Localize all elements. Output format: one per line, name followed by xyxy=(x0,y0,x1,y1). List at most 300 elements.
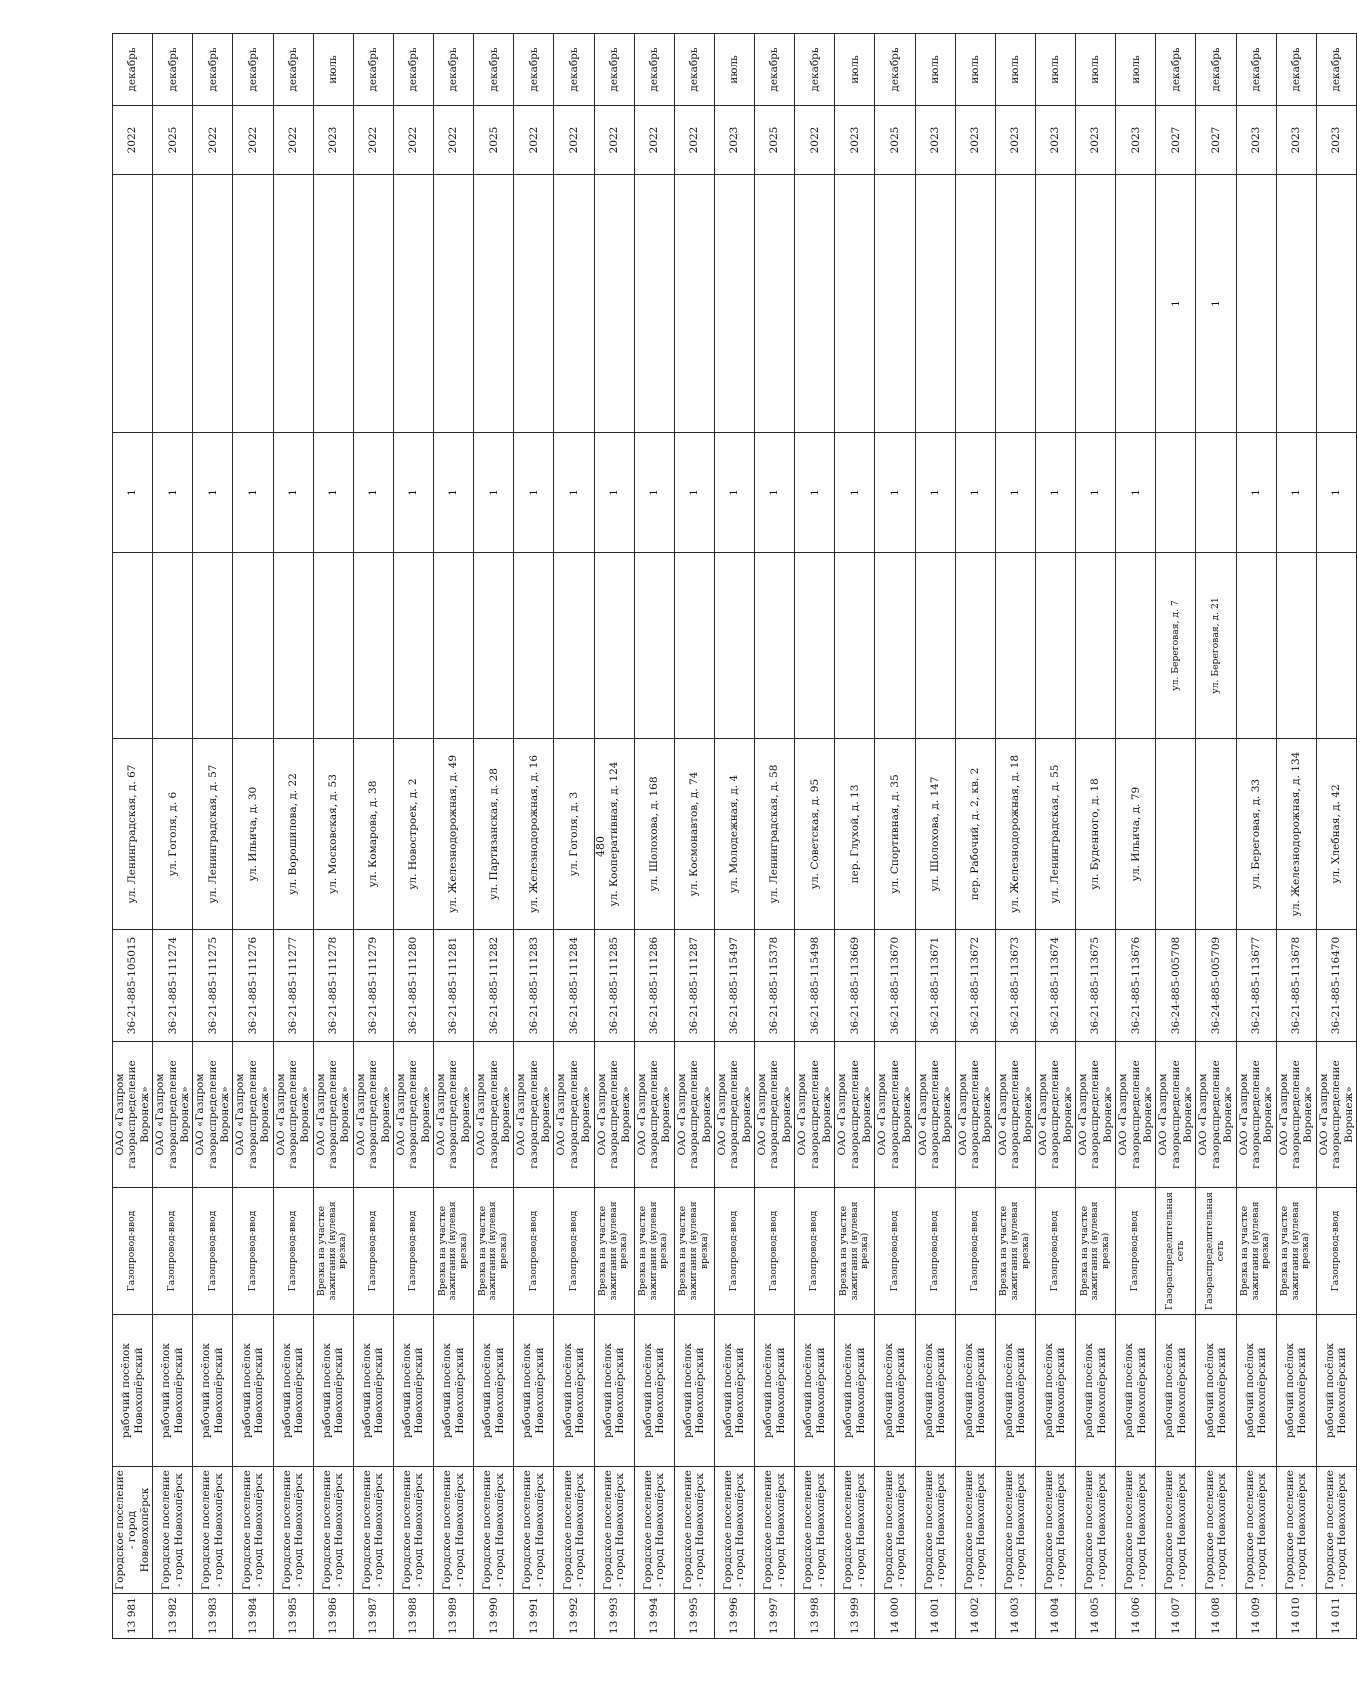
row-number: 13 987 xyxy=(353,1594,393,1639)
year-cell: 2022 xyxy=(554,106,594,175)
settlement-cell: Городское поселение - город Новохопёрск xyxy=(995,1467,1035,1594)
address-extra-cell xyxy=(353,553,393,739)
address-cell: ул. Железнодорожная, д. 16 xyxy=(514,739,554,930)
organization-cell: ОАО «Газпром газораспределение Воронеж» xyxy=(1236,1042,1276,1188)
address-cell: ул. Железнодорожная, д. 49 xyxy=(434,739,474,930)
settlement-cell: Городское поселение - город Новохопёрск xyxy=(193,1467,233,1594)
month-cell: декабрь xyxy=(273,34,313,106)
row-number: 14 010 xyxy=(1276,1594,1316,1639)
row-number: 14 001 xyxy=(915,1594,955,1639)
address-cell: ул. Московская, д. 53 xyxy=(313,739,353,930)
month-cell: июль xyxy=(995,34,1035,106)
object-type-cell: Газопровод-ввод xyxy=(955,1188,995,1315)
object-type-cell: Газопровод-ввод xyxy=(393,1188,433,1315)
quantity-cell: 1 xyxy=(393,433,433,553)
year-cell: 2022 xyxy=(795,106,835,175)
locality-cell: рабочий посёлок Новохопёрский xyxy=(875,1315,915,1467)
address-cell: ул. Гоголя, д. 3 xyxy=(554,739,594,930)
organization-cell: ОАО «Газпром газораспределение Воронеж» xyxy=(1316,1042,1356,1188)
table-row xyxy=(915,34,955,1639)
year-cell: 2027 xyxy=(1156,106,1196,175)
table-row xyxy=(755,34,795,1639)
locality-cell: рабочий посёлок Новохопёрский xyxy=(1076,1315,1116,1467)
settlement-cell: Городское поселение - город Новохопёрск xyxy=(875,1467,915,1594)
object-code-cell: 36-21-885-113676 xyxy=(1116,930,1156,1042)
quantity-cell: 1 xyxy=(875,433,915,553)
table-row xyxy=(313,34,353,1639)
object-type-cell: Газопровод-ввод xyxy=(193,1188,233,1315)
quantity-cell: 1 xyxy=(193,433,233,553)
settlement-cell: Городское поселение - город Новохопёрск xyxy=(1276,1467,1316,1594)
organization-cell: ОАО «Газпром газораспределение Воронеж» xyxy=(674,1042,714,1188)
organization-cell: ОАО «Газпром газораспределение Воронеж» xyxy=(514,1042,554,1188)
settlement-cell: Городское поселение - город Новохопёрск xyxy=(233,1467,273,1594)
locality-cell: рабочий посёлок Новохопёрский xyxy=(955,1315,995,1467)
quantity-extra-cell xyxy=(755,175,795,433)
address-extra-cell xyxy=(594,553,634,739)
row-number: 13 999 xyxy=(835,1594,875,1639)
organization-cell: ОАО «Газпром газораспределение Воронеж» xyxy=(915,1042,955,1188)
table-row xyxy=(113,34,153,1639)
row-number: 14 011 xyxy=(1316,1594,1356,1639)
address-cell xyxy=(1196,739,1236,930)
quantity-cell: 1 xyxy=(1035,433,1075,553)
address-extra-cell xyxy=(1076,553,1116,739)
settlement-cell: Городское поселение - город Новохопёрск xyxy=(714,1467,754,1594)
month-cell: июль xyxy=(1035,34,1075,106)
quantity-cell: 1 xyxy=(113,433,153,553)
organization-cell: ОАО «Газпром газораспределение Воронеж» xyxy=(1196,1042,1236,1188)
quantity-cell: 1 xyxy=(1076,433,1116,553)
object-code-cell: 36-21-885-105015 xyxy=(113,930,153,1042)
table-row xyxy=(1035,34,1075,1639)
settlement-cell: Городское поселение - город Новохопёрск xyxy=(514,1467,554,1594)
row-number: 13 995 xyxy=(674,1594,714,1639)
table-row xyxy=(955,34,995,1639)
month-cell: декабрь xyxy=(353,34,393,106)
address-cell: ул. Новостроек, д. 2 xyxy=(393,739,433,930)
object-type-cell: Газопровод-ввод xyxy=(273,1188,313,1315)
address-cell: ул. Кооперативная, д. 124 xyxy=(594,739,634,930)
address-extra-cell xyxy=(514,553,554,739)
organization-cell: ОАО «Газпром газораспределение Воронеж» xyxy=(955,1042,995,1188)
quantity-cell: 1 xyxy=(1276,433,1316,553)
quantity-extra-cell xyxy=(434,175,474,433)
object-code-cell: 36-21-885-111274 xyxy=(153,930,193,1042)
row-number: 14 006 xyxy=(1116,1594,1156,1639)
quantity-cell: 1 xyxy=(554,433,594,553)
quantity-extra-cell xyxy=(153,175,193,433)
row-number: 13 984 xyxy=(233,1594,273,1639)
quantity-cell: 1 xyxy=(674,433,714,553)
address-extra-cell xyxy=(233,553,273,739)
row-number: 14 004 xyxy=(1035,1594,1075,1639)
object-type-cell: Газопровод-ввод xyxy=(714,1188,754,1315)
object-code-cell: 36-21-885-111286 xyxy=(634,930,674,1042)
quantity-extra-cell xyxy=(113,175,153,433)
object-code-cell: 36-21-885-111284 xyxy=(554,930,594,1042)
row-number: 13 998 xyxy=(795,1594,835,1639)
address-cell: ул. Железнодорожная, д. 18 xyxy=(995,739,1035,930)
organization-cell: ОАО «Газпром газораспределение Воронеж» xyxy=(434,1042,474,1188)
object-code-cell: 36-21-885-111278 xyxy=(313,930,353,1042)
settlement-cell: Городское поселение - город Новохопёрск xyxy=(393,1467,433,1594)
table-row xyxy=(193,34,233,1639)
address-extra-cell xyxy=(714,553,754,739)
organization-cell: ОАО «Газпром газораспределение Воронеж» xyxy=(313,1042,353,1188)
address-extra-cell xyxy=(393,553,433,739)
quantity-extra-cell xyxy=(313,175,353,433)
address-extra-cell xyxy=(1316,553,1356,739)
table-row xyxy=(273,34,313,1639)
quantity-extra-cell xyxy=(995,175,1035,433)
quantity-extra-cell xyxy=(915,175,955,433)
settlement-cell: Городское поселение - город Новохопёрск xyxy=(1156,1467,1196,1594)
locality-cell: рабочий посёлок Новохопёрский xyxy=(1316,1315,1356,1467)
organization-cell: ОАО «Газпром газораспределение Воронеж» xyxy=(795,1042,835,1188)
address-extra-cell: ул. Береговая, д. 21 xyxy=(1196,553,1236,739)
quantity-extra-cell xyxy=(353,175,393,433)
object-type-cell: Газораспределительная сеть xyxy=(1156,1188,1196,1315)
year-cell: 2022 xyxy=(674,106,714,175)
settlement-cell: Городское поселение - город Новохопёрск xyxy=(835,1467,875,1594)
object-type-cell: Газопровод-ввод xyxy=(554,1188,594,1315)
locality-cell: рабочий посёлок Новохопёрский xyxy=(193,1315,233,1467)
locality-cell: рабочий посёлок Новохопёрский xyxy=(1116,1315,1156,1467)
quantity-cell: 1 xyxy=(1116,433,1156,553)
year-cell: 2023 xyxy=(1035,106,1075,175)
quantity-extra-cell xyxy=(714,175,754,433)
organization-cell: ОАО «Газпром газораспределение Воронеж» xyxy=(273,1042,313,1188)
address-cell: ул. Ленинградская, д. 58 xyxy=(755,739,795,930)
object-code-cell: 36-21-885-113677 xyxy=(1236,930,1276,1042)
month-cell: декабрь xyxy=(434,34,474,106)
quantity-cell xyxy=(1196,433,1236,553)
address-extra-cell xyxy=(674,553,714,739)
quantity-extra-cell xyxy=(1076,175,1116,433)
table-row xyxy=(153,34,193,1639)
settlement-cell: Городское поселение - город Новохопёрск xyxy=(755,1467,795,1594)
quantity-extra-cell xyxy=(594,175,634,433)
month-cell: июль xyxy=(313,34,353,106)
month-cell: июль xyxy=(955,34,995,106)
table-row xyxy=(674,34,714,1639)
address-cell: ул. Гоголя, д. 6 xyxy=(153,739,193,930)
address-cell: ул. Спортивная, д. 35 xyxy=(875,739,915,930)
quantity-cell: 1 xyxy=(153,433,193,553)
organization-cell: ОАО «Газпром газораспределение Воронеж» xyxy=(714,1042,754,1188)
object-type-cell: Врезка на участке зажигания (нулевая врезка) xyxy=(1236,1188,1276,1315)
locality-cell: рабочий посёлок Новохопёрский xyxy=(674,1315,714,1467)
quantity-cell: 1 xyxy=(474,433,514,553)
table-row xyxy=(233,34,273,1639)
year-cell: 2022 xyxy=(233,106,273,175)
object-type-cell: Врезка на участке зажигания (нулевая врезка) xyxy=(594,1188,634,1315)
organization-cell: ОАО «Газпром газораспределение Воронеж» xyxy=(474,1042,514,1188)
year-cell: 2022 xyxy=(193,106,233,175)
object-type-cell: Газопровод-ввод xyxy=(875,1188,915,1315)
address-extra-cell xyxy=(915,553,955,739)
quantity-cell: 1 xyxy=(634,433,674,553)
table-row xyxy=(434,34,474,1639)
object-type-cell: Врезка на участке зажигания (нулевая врезка) xyxy=(995,1188,1035,1315)
address-extra-cell xyxy=(474,553,514,739)
object-type-cell: Газопровод-ввод xyxy=(1116,1188,1156,1315)
table-row xyxy=(393,34,433,1639)
month-cell: июль xyxy=(714,34,754,106)
year-cell: 2023 xyxy=(1276,106,1316,175)
settlement-cell: Городское поселение - город Новохопёрск xyxy=(594,1467,634,1594)
row-number: 13 997 xyxy=(755,1594,795,1639)
table-row xyxy=(1076,34,1116,1639)
address-extra-cell xyxy=(434,553,474,739)
object-type-cell: Газопровод-ввод xyxy=(1035,1188,1075,1315)
organization-cell: ОАО «Газпром газораспределение Воронеж» xyxy=(594,1042,634,1188)
address-cell: ул. Шолохова, д. 147 xyxy=(915,739,955,930)
settlement-cell: Городское поселение - город Новохопёрск xyxy=(153,1467,193,1594)
year-cell: 2023 xyxy=(1116,106,1156,175)
quantity-extra-cell xyxy=(634,175,674,433)
quantity-cell: 1 xyxy=(995,433,1035,553)
address-extra-cell xyxy=(755,553,795,739)
address-cell: ул. Ворошилова, д. 22 xyxy=(273,739,313,930)
locality-cell: рабочий посёлок Новохопёрский xyxy=(634,1315,674,1467)
year-cell: 2022 xyxy=(434,106,474,175)
address-extra-cell xyxy=(875,553,915,739)
address-extra-cell xyxy=(1236,553,1276,739)
row-number: 13 994 xyxy=(634,1594,674,1639)
quantity-cell xyxy=(1156,433,1196,553)
table-row xyxy=(634,34,674,1639)
locality-cell: рабочий посёлок Новохопёрский xyxy=(915,1315,955,1467)
quantity-cell: 1 xyxy=(273,433,313,553)
quantity-cell: 1 xyxy=(353,433,393,553)
month-cell: июль xyxy=(1076,34,1116,106)
table-row xyxy=(1236,34,1276,1639)
quantity-extra-cell xyxy=(835,175,875,433)
settlement-cell: Городское поселение - город Новохопёрск xyxy=(955,1467,995,1594)
address-extra-cell xyxy=(193,553,233,739)
year-cell: 2022 xyxy=(514,106,554,175)
locality-cell: рабочий посёлок Новохопёрский xyxy=(594,1315,634,1467)
object-type-cell: Газораспределительная сеть xyxy=(1196,1188,1236,1315)
month-cell: декабрь xyxy=(634,34,674,106)
quantity-cell: 1 xyxy=(955,433,995,553)
organization-cell: ОАО «Газпром газораспределение Воронеж» xyxy=(554,1042,594,1188)
month-cell: декабрь xyxy=(474,34,514,106)
quantity-extra-cell xyxy=(955,175,995,433)
organization-cell: ОАО «Газпром газораспределение Воронеж» xyxy=(634,1042,674,1188)
month-cell: декабрь xyxy=(393,34,433,106)
address-cell: ул. Шолохова, д. 168 xyxy=(634,739,674,930)
quantity-cell: 1 xyxy=(755,433,795,553)
locality-cell: рабочий посёлок Новохопёрский xyxy=(113,1315,153,1467)
quantity-extra-cell: 1 xyxy=(1156,175,1196,433)
row-number: 13 985 xyxy=(273,1594,313,1639)
organization-cell: ОАО «Газпром газораспределение Воронеж» xyxy=(193,1042,233,1188)
row-number: 13 982 xyxy=(153,1594,193,1639)
quantity-cell: 1 xyxy=(514,433,554,553)
row-number: 14 002 xyxy=(955,1594,995,1639)
year-cell: 2022 xyxy=(273,106,313,175)
quantity-extra-cell xyxy=(1035,175,1075,433)
quantity-extra-cell xyxy=(1236,175,1276,433)
quantity-extra-cell xyxy=(674,175,714,433)
settlement-cell: Городское поселение - город Новохопёрск xyxy=(353,1467,393,1594)
month-cell: декабрь xyxy=(514,34,554,106)
table-row xyxy=(1196,34,1236,1639)
object-code-cell: 36-21-885-113673 xyxy=(995,930,1035,1042)
row-number: 13 981 xyxy=(113,1594,153,1639)
address-extra-cell xyxy=(273,553,313,739)
month-cell: декабрь xyxy=(674,34,714,106)
object-code-cell: 36-21-885-113670 xyxy=(875,930,915,1042)
address-cell: ул. Береговая, д. 33 xyxy=(1236,739,1276,930)
object-code-cell: 36-21-885-113674 xyxy=(1035,930,1075,1042)
quantity-extra-cell xyxy=(875,175,915,433)
year-cell: 2025 xyxy=(474,106,514,175)
address-cell: ул. Ленинградская, д. 67 xyxy=(113,739,153,930)
month-cell: декабрь xyxy=(153,34,193,106)
year-cell: 2022 xyxy=(113,106,153,175)
address-cell: ул. Хлебная, д. 42 xyxy=(1316,739,1356,930)
table-row xyxy=(835,34,875,1639)
year-cell: 2025 xyxy=(153,106,193,175)
object-code-cell: 36-21-885-113678 xyxy=(1276,930,1316,1042)
month-cell: декабрь xyxy=(795,34,835,106)
month-cell: июль xyxy=(835,34,875,106)
month-cell: декабрь xyxy=(1196,34,1236,106)
quantity-cell: 1 xyxy=(1316,433,1356,553)
locality-cell: рабочий посёлок Новохопёрский xyxy=(1236,1315,1276,1467)
locality-cell: рабочий посёлок Новохопёрский xyxy=(273,1315,313,1467)
address-cell: ул. Космонавтов, д. 74 xyxy=(674,739,714,930)
rotated-table-wrapper xyxy=(112,34,1355,1639)
quantity-extra-cell xyxy=(393,175,433,433)
table-row xyxy=(1316,34,1356,1639)
locality-cell: рабочий посёлок Новохопёрский xyxy=(233,1315,273,1467)
organization-cell: ОАО «Газпром газораспределение Воронеж» xyxy=(353,1042,393,1188)
year-cell: 2023 xyxy=(313,106,353,175)
quantity-cell: 1 xyxy=(1236,433,1276,553)
row-number: 14 008 xyxy=(1196,1594,1236,1639)
object-type-cell: Газопровод-ввод xyxy=(153,1188,193,1315)
settlement-cell: Городское поселение - город Новохопёрск xyxy=(795,1467,835,1594)
month-cell: декабрь xyxy=(875,34,915,106)
locality-cell: рабочий посёлок Новохопёрский xyxy=(995,1315,1035,1467)
object-type-cell: Газопровод-ввод xyxy=(353,1188,393,1315)
settlement-cell: Городское поселение - город Новохопёрск xyxy=(554,1467,594,1594)
organization-cell: ОАО «Газпром газораспределение Воронеж» xyxy=(1076,1042,1116,1188)
month-cell: июль xyxy=(1116,34,1156,106)
quantity-extra-cell xyxy=(193,175,233,433)
object-code-cell: 36-21-885-115378 xyxy=(755,930,795,1042)
settlement-cell: Городское поселение - город Новохопёрск xyxy=(1236,1467,1276,1594)
quantity-cell: 1 xyxy=(594,433,634,553)
row-number: 13 990 xyxy=(474,1594,514,1639)
row-number: 13 983 xyxy=(193,1594,233,1639)
address-extra-cell xyxy=(1035,553,1075,739)
year-cell: 2023 xyxy=(1316,106,1356,175)
table-row xyxy=(795,34,835,1639)
address-cell: ул. Ильича, д. 30 xyxy=(233,739,273,930)
address-extra-cell xyxy=(795,553,835,739)
address-extra-cell xyxy=(313,553,353,739)
organization-cell: ОАО «Газпром газораспределение Воронеж» xyxy=(393,1042,433,1188)
year-cell: 2023 xyxy=(714,106,754,175)
table-row xyxy=(353,34,393,1639)
row-number: 14 000 xyxy=(875,1594,915,1639)
object-type-cell: Газопровод-ввод xyxy=(113,1188,153,1315)
locality-cell: рабочий посёлок Новохопёрский xyxy=(835,1315,875,1467)
settlement-cell: Городское поселение - город Новохопёрск xyxy=(634,1467,674,1594)
locality-cell: рабочий посёлок Новохопёрский xyxy=(755,1315,795,1467)
locality-cell: рабочий посёлок Новохопёрский xyxy=(714,1315,754,1467)
year-cell: 2023 xyxy=(955,106,995,175)
table-row xyxy=(554,34,594,1639)
address-extra-cell xyxy=(634,553,674,739)
address-extra-cell xyxy=(153,553,193,739)
address-extra-cell xyxy=(1276,553,1316,739)
organization-cell: ОАО «Газпром газораспределение Воронеж» xyxy=(113,1042,153,1188)
settlement-cell: Городское поселение - город Нововохопёрск xyxy=(113,1467,153,1594)
year-cell: 2023 xyxy=(995,106,1035,175)
row-number: 14 003 xyxy=(995,1594,1035,1639)
settlement-cell: Городское поселение - город Новохопёрск xyxy=(1035,1467,1075,1594)
locality-cell: рабочий посёлок Новохопёрский xyxy=(1196,1315,1236,1467)
object-code-cell: 36-21-885-115497 xyxy=(714,930,754,1042)
quantity-extra-cell xyxy=(273,175,313,433)
organization-cell: ОАО «Газпром газораспределение Воронеж» xyxy=(1276,1042,1316,1188)
object-type-cell: Газопровод-ввод xyxy=(795,1188,835,1315)
quantity-extra-cell xyxy=(1276,175,1316,433)
address-cell: пер. Глухой, д. 13 xyxy=(835,739,875,930)
table-row xyxy=(995,34,1035,1639)
object-code-cell: 36-21-885-111279 xyxy=(353,930,393,1042)
year-cell: 2022 xyxy=(393,106,433,175)
object-type-cell: Врезка на участке зажигания (нулевая врезка) xyxy=(313,1188,353,1315)
address-extra-cell: ул. Береговая, д. 7 xyxy=(1156,553,1196,739)
month-cell: декабрь xyxy=(1276,34,1316,106)
table-row xyxy=(1276,34,1316,1639)
object-code-cell: 36-21-885-111275 xyxy=(193,930,233,1042)
object-type-cell: Газопровод-ввод xyxy=(514,1188,554,1315)
row-number: 13 996 xyxy=(714,1594,754,1639)
object-code-cell: 36-21-885-111277 xyxy=(273,930,313,1042)
address-cell xyxy=(1156,739,1196,930)
address-cell: ул. Буденного, д. 18 xyxy=(1076,739,1116,930)
quantity-cell: 1 xyxy=(313,433,353,553)
locality-cell: рабочий посёлок Новохопёрский xyxy=(554,1315,594,1467)
object-type-cell: Газопровод-ввод xyxy=(755,1188,795,1315)
quantity-extra-cell xyxy=(554,175,594,433)
locality-cell: рабочий посёлок Новохопёрский xyxy=(1156,1315,1196,1467)
year-cell: 2022 xyxy=(353,106,393,175)
object-type-cell: Газопровод-ввод xyxy=(1316,1188,1356,1315)
object-type-cell: Газопровод-ввод xyxy=(233,1188,273,1315)
organization-cell: ОАО «Газпром газораспределение Воронеж» xyxy=(1035,1042,1075,1188)
year-cell: 2025 xyxy=(875,106,915,175)
quantity-extra-cell xyxy=(474,175,514,433)
row-number: 13 988 xyxy=(393,1594,433,1639)
locality-cell: рабочий посёлок Новохопёрский xyxy=(514,1315,554,1467)
organization-cell: ОАО «Газпром газораспределение Воронеж» xyxy=(233,1042,273,1188)
address-extra-cell xyxy=(1116,553,1156,739)
locality-cell: рабочий посёлок Новохопёрский xyxy=(1276,1315,1316,1467)
table-row xyxy=(875,34,915,1639)
month-cell: декабрь xyxy=(1156,34,1196,106)
table-row xyxy=(1156,34,1196,1639)
